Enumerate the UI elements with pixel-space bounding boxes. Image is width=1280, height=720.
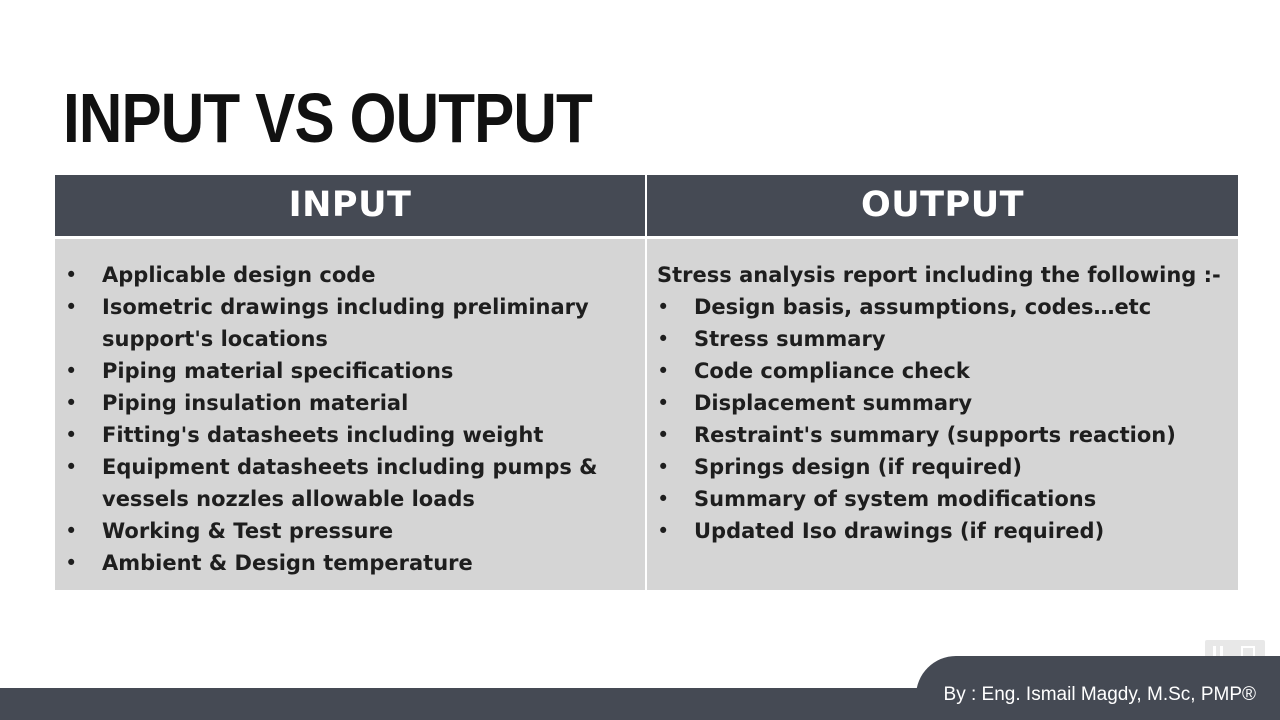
input-header: INPUT <box>55 175 645 236</box>
output-item: • Restraint's summary (supports reaction) <box>647 419 1238 451</box>
output-item: • Summary of system modifications <box>647 483 1238 515</box>
input-item: • Ambient & Design temperature <box>55 547 645 579</box>
output-item: • Springs design (if required) <box>647 451 1238 483</box>
output-body <box>647 239 1238 590</box>
input-item: • Equipment datasheets including pumps & vessels nozzles allowable loads <box>55 451 645 515</box>
output-header: OUTPUT <box>647 175 1238 236</box>
output-item: • Displacement summary <box>647 387 1238 419</box>
input-list <box>55 259 645 579</box>
comparison-table <box>55 175 1238 590</box>
input-column <box>55 175 645 590</box>
output-list <box>647 291 1238 547</box>
output-item: • Code compliance check <box>647 355 1238 387</box>
output-item: • Updated Iso drawings (if required) <box>647 515 1238 547</box>
footer-credit-tab <box>916 656 1280 720</box>
input-body <box>55 239 645 590</box>
input-item: • Fitting's datasheets including weight <box>55 419 645 451</box>
input-item: • Isometric drawings including preliminary support's locations <box>55 291 645 355</box>
slide-title: INPUT VS OUTPUT <box>63 79 592 157</box>
author-credit: By : Eng. Ismail Magdy, M.Sc, PMP® <box>943 684 1256 705</box>
input-item: • Applicable design code <box>55 259 645 291</box>
output-item: • Stress summary <box>647 323 1238 355</box>
input-item: • Piping material specifications <box>55 355 645 387</box>
input-item: • Piping insulation material <box>55 387 645 419</box>
input-item: • Working & Test pressure <box>55 515 645 547</box>
output-item: • Design basis, assumptions, codes…etc <box>647 291 1238 323</box>
output-intro: Stress analysis report including the following :- <box>657 263 1221 287</box>
output-column <box>647 175 1238 590</box>
